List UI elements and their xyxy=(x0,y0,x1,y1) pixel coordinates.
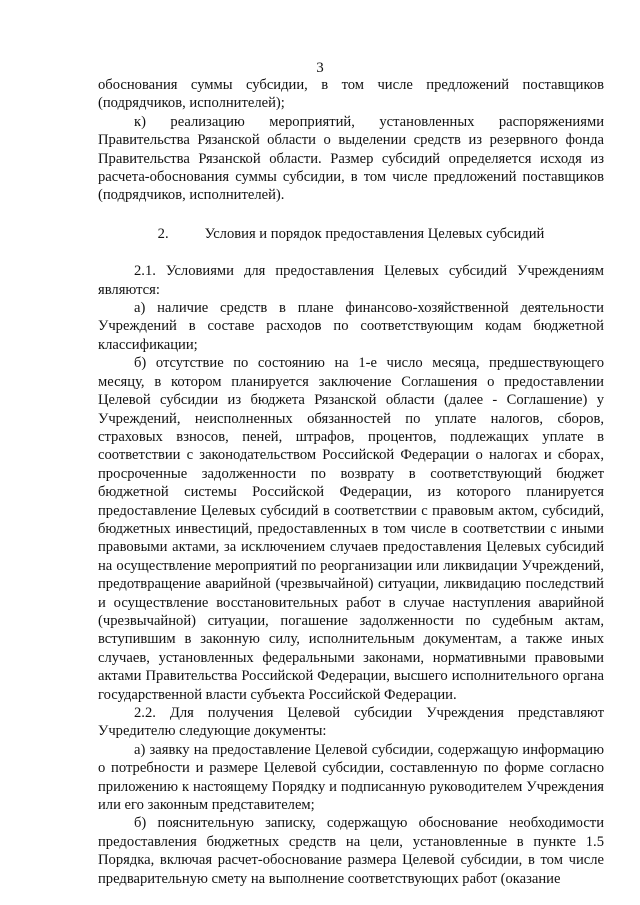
clause-2-2-item-a: а) заявку на предоставление Целевой субсидии, содержащую информацию о потребности и размере Целевой субсидии, составленную по форме согласно приложению к настоящему Порядку и подписанную руководителем Учреждения или его законным представителем; xyxy=(98,741,604,814)
document-body xyxy=(98,76,604,888)
clause-2-1-lead: 2.1. Условиями для предоставления Целевых субсидий Учреждениям являются: xyxy=(98,263,604,298)
clause-2-1-item-a: а) наличие средств в плане финансово-хозяйственной деятельности Учреждений в составе расходов по соответствующим кодам бюджетной классификации; xyxy=(98,300,604,353)
section-title: Условия и порядок предоставления Целевых субсидий xyxy=(204,225,545,242)
section-number: 2. xyxy=(157,225,169,242)
clause-2-2-lead: 2.2. Для получения Целевой субсидии Учреждения представляют Учредителю следующие документы: xyxy=(98,705,604,740)
clause-2-1-item-b: б) отсутствие по состоянию на 1-е число месяца, предшествующего месяцу, в котором планируется заключение Соглашения о предоставлении Целевой субсидии из бюджета Рязанской области (далее - Соглашение) у Учреждений, неисполненных обязанностей по уплате налогов, сборов, страховых взносов, пеней, штрафов, процентов, подлежащих уплате в соответствии с законодательством Российской Федерации о налогах и сборах, просроченные задолженности по возврату в соответствующий бюджет бюджетной системы Российской Федерации, из которого планируется предоставление Целевых субсидий в соответствии с правовым актом, субсидий, бюджетных инвестиций, предоставленных в том числе в соответствии с иными правовыми актами, за исключением случаев предоставления Целевых субсидий на осуществление мероприятий по реорганизации или ликвидации Учреждений, предотвращение аварийной (чрезвычайной) ситуации, ликвидацию последствий и осуществление восстановительных работ в случае наступления аварийной (чрезвычайной) ситуации, погашение задолженности по судебным актам, вступившим в законную силу, исполнительным документам, а также иных случаев, установленных федеральными законами, нормативными правовыми актами Правительства Российской Федерации, высшего исполнительного органа государственной власти субъекта Российской Федерации. xyxy=(98,355,604,703)
paragraph-item-k: к) реализацию мероприятий, установленных распоряжениями Правительства Рязанской области о выделении средств из резервного фонда Правительства Рязанской области. Размер субсидий определяется исходя из расчета-обоснования суммы субсидии, в том числе предложений поставщиков (подрядчиков, исполнителей). xyxy=(98,113,604,204)
section-heading xyxy=(98,225,604,243)
paragraph-continuation: обоснования суммы субсидии, в том числе предложений поставщиков (подрядчиков, исполнителей); xyxy=(98,77,604,112)
clause-2-2-item-b: б) пояснительную записку, содержащую обоснование необходимости предоставления бюджетных средств на цели, установленные в пункте 1.5 Порядка, включая расчет-обоснование размера Целевой субсидии, в том числе предварительную смету на выполнение соответствующих работ (оказание xyxy=(98,815,604,887)
page-number: 3 xyxy=(316,60,324,76)
